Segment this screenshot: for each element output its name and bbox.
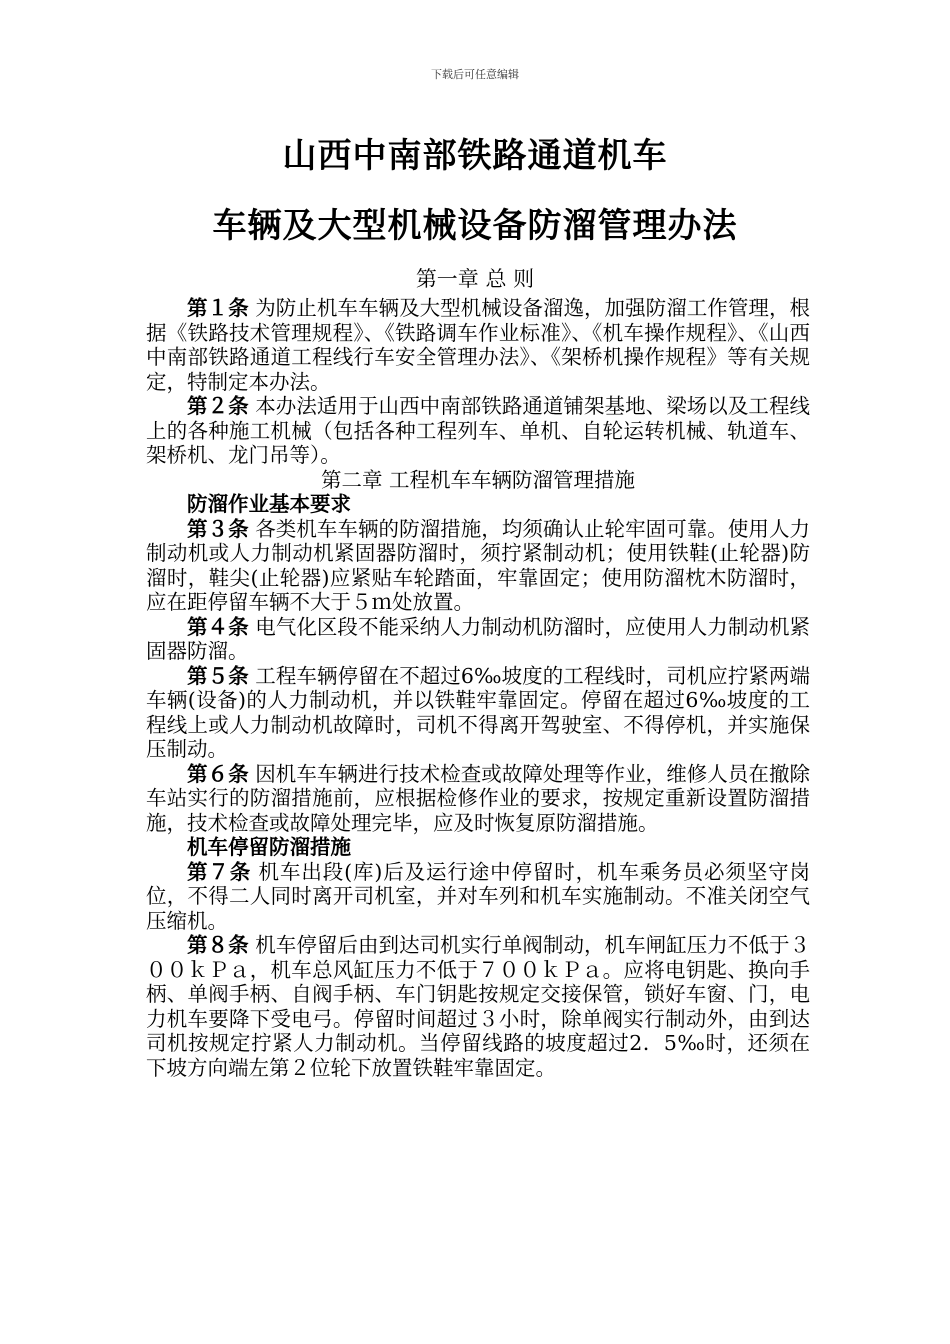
- article-5: [146, 664, 810, 762]
- article-text: 各类机车车辆的防溜措施，均须确认止轮牢固可靠。使用人力制动机或人力制动机紧固器防溜时，须拧紧制动机；使用铁鞋(止轮器)防溜时，鞋尖(止轮器)应紧贴车轮踏面，牢靠固定；使用防溜枕木防溜时，应在距停留车辆不大于５ｍ处放置。: [146, 516, 811, 614]
- article-number: 第７条: [187, 859, 252, 884]
- chapter-2-heading: 第二章 工程机车车辆防溜管理措施: [320, 467, 635, 492]
- article-number: 第３条: [187, 516, 249, 541]
- article-number: 第４条: [187, 614, 249, 639]
- article-text: 工程车辆停留在不超过6‰坡度的工程线时，司机应拧紧两端车辆(设备)的人力制动机，并以铁鞋牢靠固定。停留在超过6‰坡度的工程线上或人力制动机故障时，司机不得离开驾驶室、不得停机，并实施保压制动。: [146, 663, 810, 761]
- document-body: [146, 296, 810, 1080]
- article-2: [146, 394, 810, 468]
- article-6: [146, 762, 810, 836]
- article-text: 本办法适用于山西中南部铁路通道铺架基地、梁场以及工程线上的各种施工机械（包括各种工程列车、单机、自轮运转机械、轨道车、架桥机、龙门吊等）。: [146, 394, 811, 467]
- article-number: 第２条: [187, 394, 249, 418]
- article-text: 因机车车辆进行技术检查或故障处理等作业，维修人员在撤除车站实行的防溜措施前，应根据检修作业的要求，按规定重新设置防溜措施，技术检查或故障处理完毕，应及时恢复原防溜措施。: [146, 761, 811, 835]
- article-number: 第６条: [187, 761, 249, 786]
- article-8: [146, 933, 810, 1080]
- article-7: [146, 860, 810, 934]
- article-text: 电气化区段不能采纳人力制动机防溜时，应使用人力制动机紧固器防溜。: [146, 614, 811, 663]
- article-number: 第５条: [187, 663, 249, 688]
- article-3: [146, 517, 810, 615]
- article-number: 第１条: [187, 296, 249, 320]
- chapter-1-heading: 第一章 总 则: [415, 267, 535, 291]
- header-note: 下载后可任意编辑: [431, 68, 519, 81]
- section-heading-locomotive-parking: 机车停留防溜措施: [187, 835, 351, 859]
- article-4: [146, 615, 810, 664]
- article-number: 第８条: [187, 933, 249, 957]
- article-1: [146, 296, 810, 394]
- section-heading-basic-requirements: 防溜作业基本要求: [187, 492, 351, 516]
- document-title-line2: 车辆及大型机械设备防溜管理办法: [212, 206, 738, 246]
- article-text: 机车停留后由到达司机实行单阀制动，机车闸缸压力不低于３００ｋＰａ，机车总风缸压力不低于７００ｋＰａ。应将电钥匙、换向手柄、单阀手柄、自阀手柄、车门钥匙按规定交接保管，锁好车窗、门，电力机车要降下受电弓。停留时间超过３小时，除单阀实行制动外，由到达司机按规定拧紧人力制动机。当停留线路的坡度超过2．5‰时，还须在下坡方向端左第２位轮下放置铁鞋牢靠固定。: [146, 933, 811, 1080]
- article-text: 机车出段(库)后及运行途中停留时，机车乘务员必须坚守岗位，不得二人同时离开司机室，并对车列和机车实施制动。不准关闭空气压缩机。: [146, 859, 811, 933]
- document-title-line1: 山西中南部铁路通道机车: [282, 136, 668, 176]
- article-text: 为防止机车车辆及大型机械设备溜逸，加强防溜工作管理，根据《铁路技术管理规程》、《铁路调车作业标准》、《机车操作规程》、《山西中南部铁路通道工程线行车安全管理办法》、《架桥机操作规程》等有关规定，特制定本办法。: [146, 296, 811, 394]
